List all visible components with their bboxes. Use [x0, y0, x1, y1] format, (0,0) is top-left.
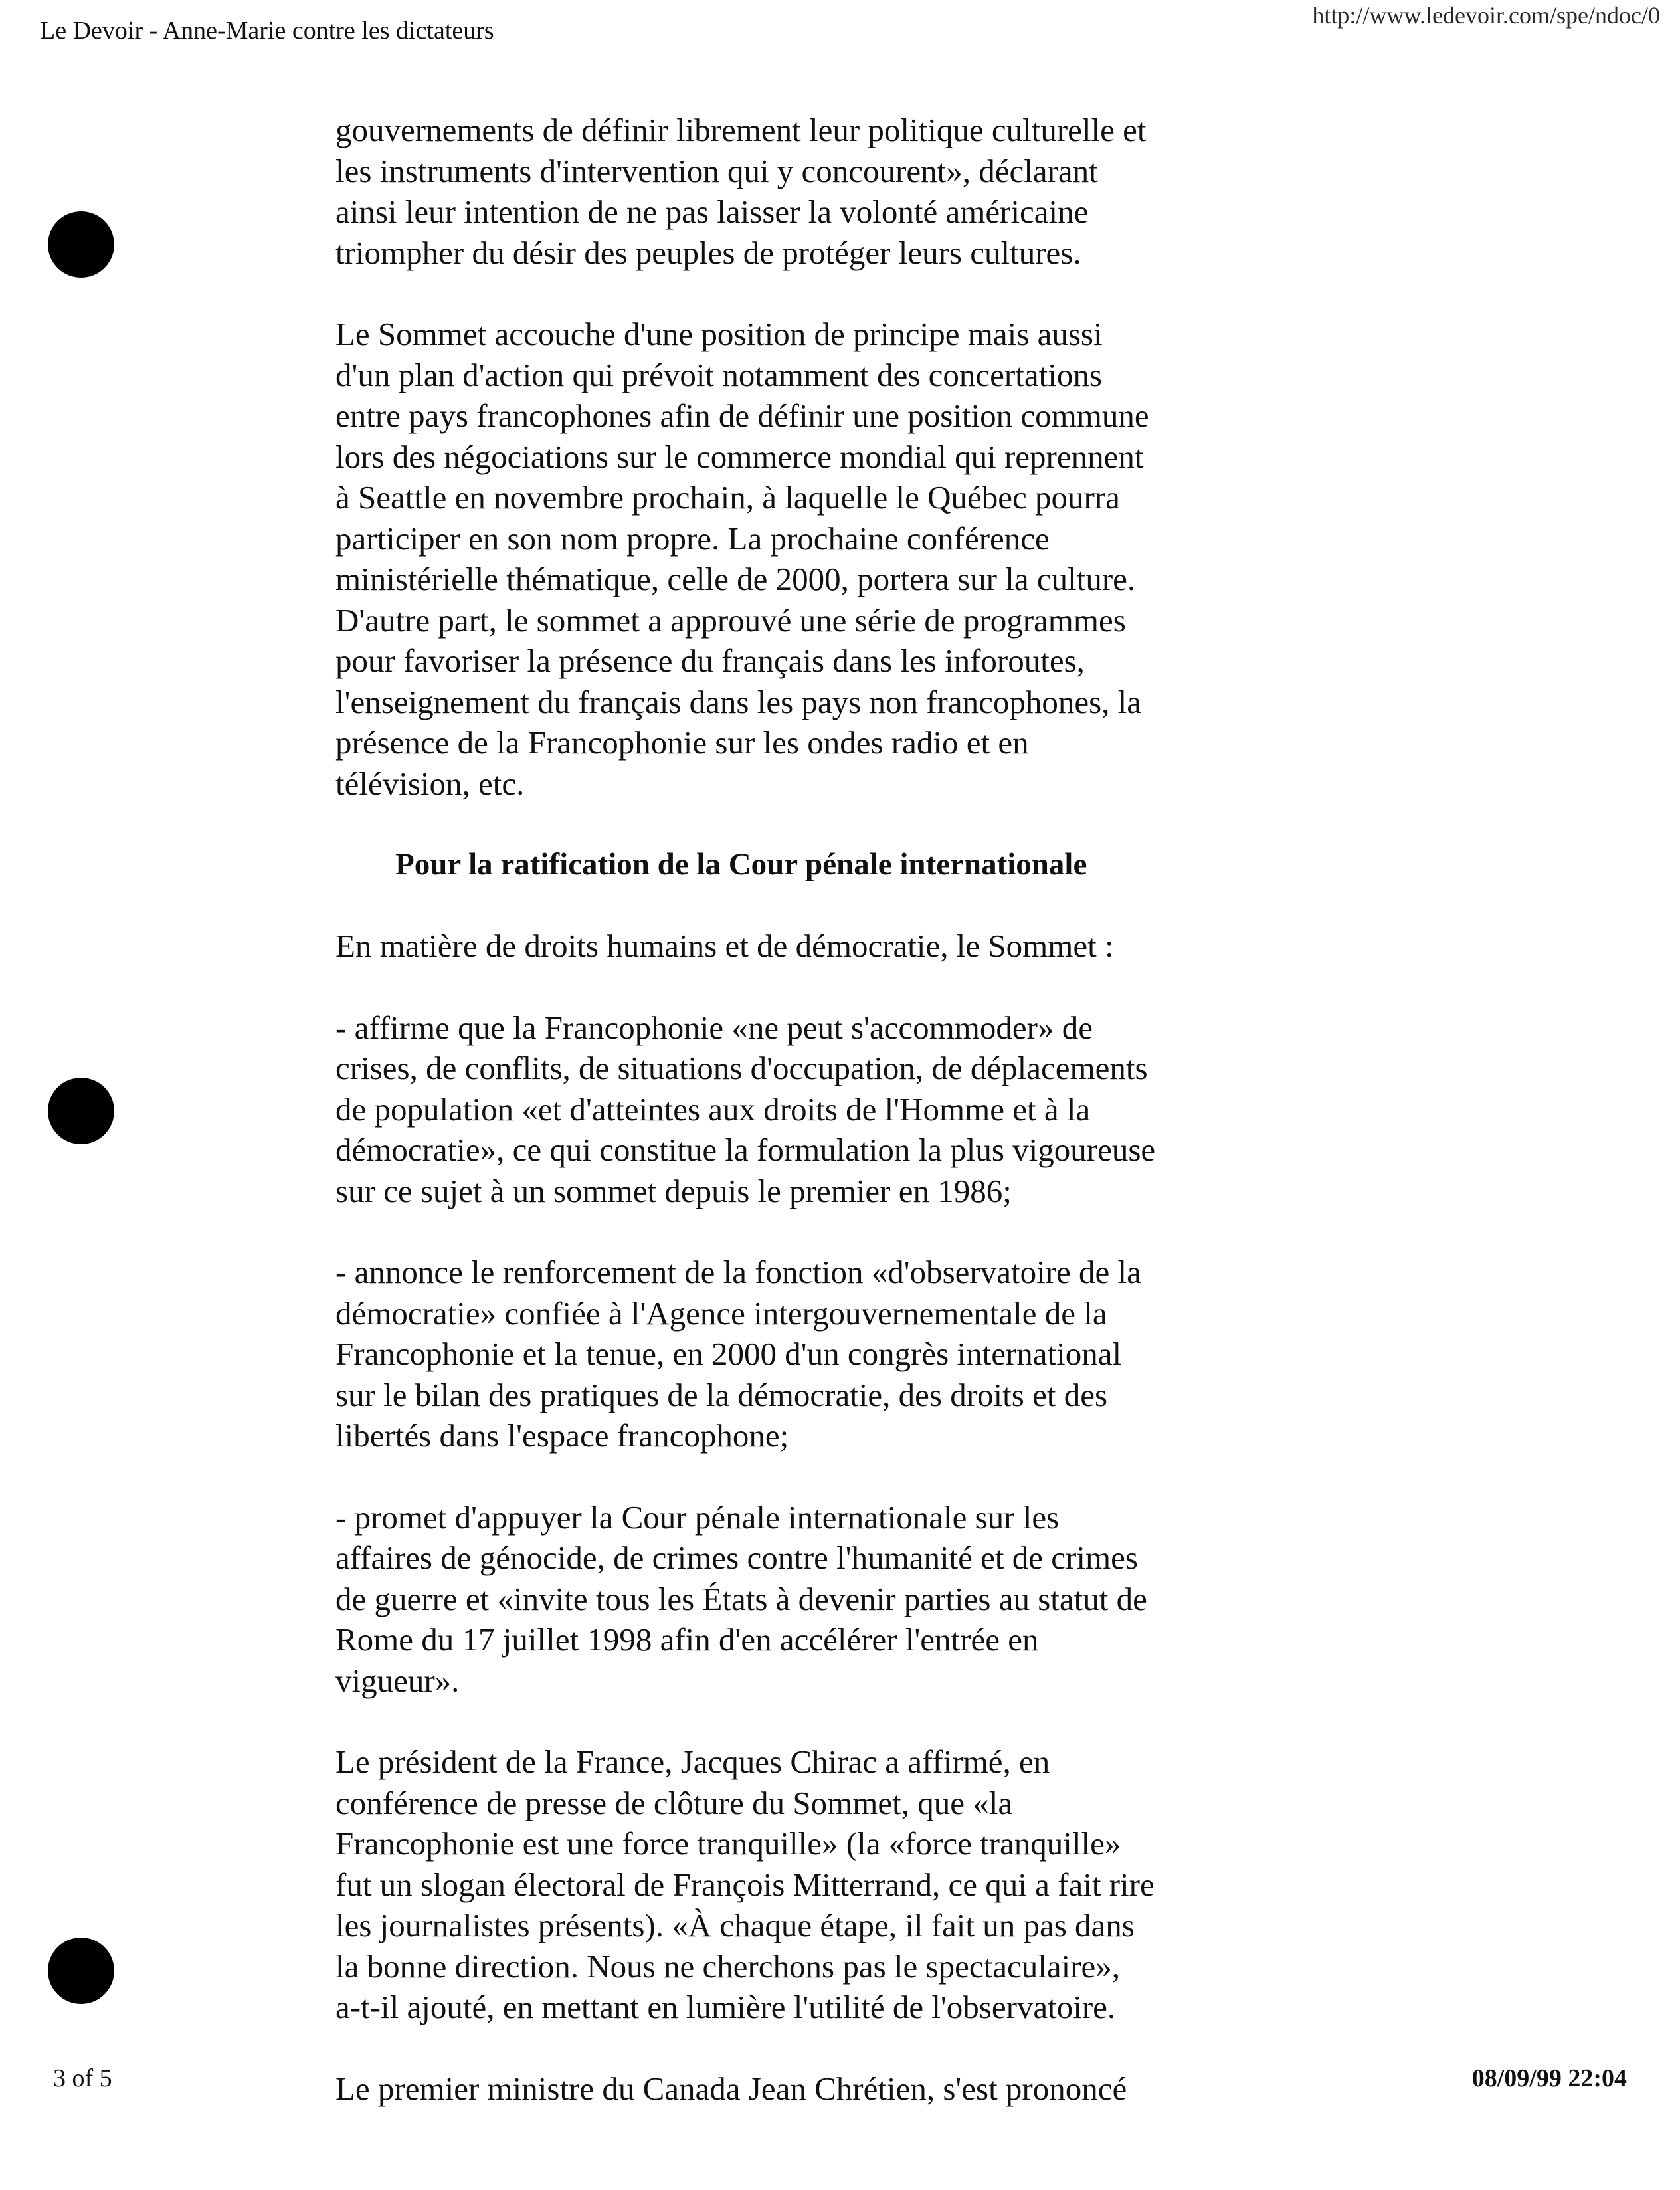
paragraph-action-plan: Le Sommet accouche d'une position de principe mais aussi d'un plan d'action qui prévoit notamment des concertations entre pays francophones afin de définir une position commune lors des négociations sur le commerce mondial qui reprennent à Seattle en novembre prochain, à laquelle le Québec pourra participer en son nom propre. La prochaine conférence ministérielle thématique, celle de 2000, portera sur la culture. D'autre part, le sommet a approuvé une série de programmes pour favoriser la présence du français dans les inforoutes, l'enseignement du français dans les pays non francophones, la présence de la Francophonie sur les ondes radio et en télévision, etc.: [335, 316, 1149, 802]
page-number: 3 of 5: [53, 2064, 112, 2092]
punch-hole-top: [48, 211, 114, 278]
bullet-affirme: - affirme que la Francophonie «ne peut s'accommoder» de crises, de conflits, de situations d'occupation, de déplacements de population «et d'atteintes aux droits de l'Homme et à la démocratie», ce qui constitue la formulation la plus vigoureuse sur ce sujet à un sommet depuis le premier en 1986;: [335, 1009, 1156, 1209]
print-datetime: 08/09/99 22:04: [1471, 2064, 1627, 2092]
section-heading: Pour la ratification de la Cour pénale internationale: [395, 847, 1087, 882]
print-header-title: Le Devoir - Anne-Marie contre les dictateurs: [40, 17, 494, 45]
article-body: [335, 110, 1505, 2149]
bullet-promet: - promet d'appuyer la Cour pénale internationale sur les affaires de génocide, de crimes contre l'humanité et de crimes de guerre et «invite tous les États à devenir parties au statut de Rome du 17 juillet 1998 afin d'en accélérer l'entrée en vigueur».: [335, 1498, 1147, 1699]
punch-hole-bottom: [48, 1938, 114, 2004]
paragraph-culture: gouvernements de définir librement leur politique culturelle et les instruments d'intervention qui y concourent», déclarant ainsi leur intention de ne pas laisser la volonté américaine triompher du désir des peuples de protéger leurs cultures.: [335, 112, 1147, 271]
bullet-annonce: - annonce le renforcement de la fonction «d'observatoire de la démocratie» confiée à l'Agence intergouvernementale de la Francophonie et la tenue, en 2000 d'un congrès international sur le bilan des pratiques de la démocratie, des droits et des libertés dans l'espace francophone;: [335, 1254, 1141, 1454]
paragraph-human-rights-intro: En matière de droits humains et de démocratie, le Sommet :: [335, 928, 1114, 964]
paragraph-chirac: Le président de la France, Jacques Chirac a affirmé, en conférence de presse de clôture du Sommet, que «la Francophonie est une force tranquille» (la «force tranquille» fut un slogan électoral de François Mitterrand, ce qui a fait rire les journalistes présents). «À chaque étape, il fait un pas dans la bonne direction. Nous ne cherchons pas le spectaculaire», a-t-il ajouté, en mettant en lumière l'utilité de l'observatoire.: [335, 1743, 1155, 2025]
punch-hole-middle: [48, 1078, 114, 1144]
print-header-url: http://www.ledevoir.com/spe/ndoc/0: [1312, 5, 1660, 29]
paragraph-chretien: Le premier ministre du Canada Jean Chrétien, s'est prononcé: [335, 2070, 1127, 2107]
